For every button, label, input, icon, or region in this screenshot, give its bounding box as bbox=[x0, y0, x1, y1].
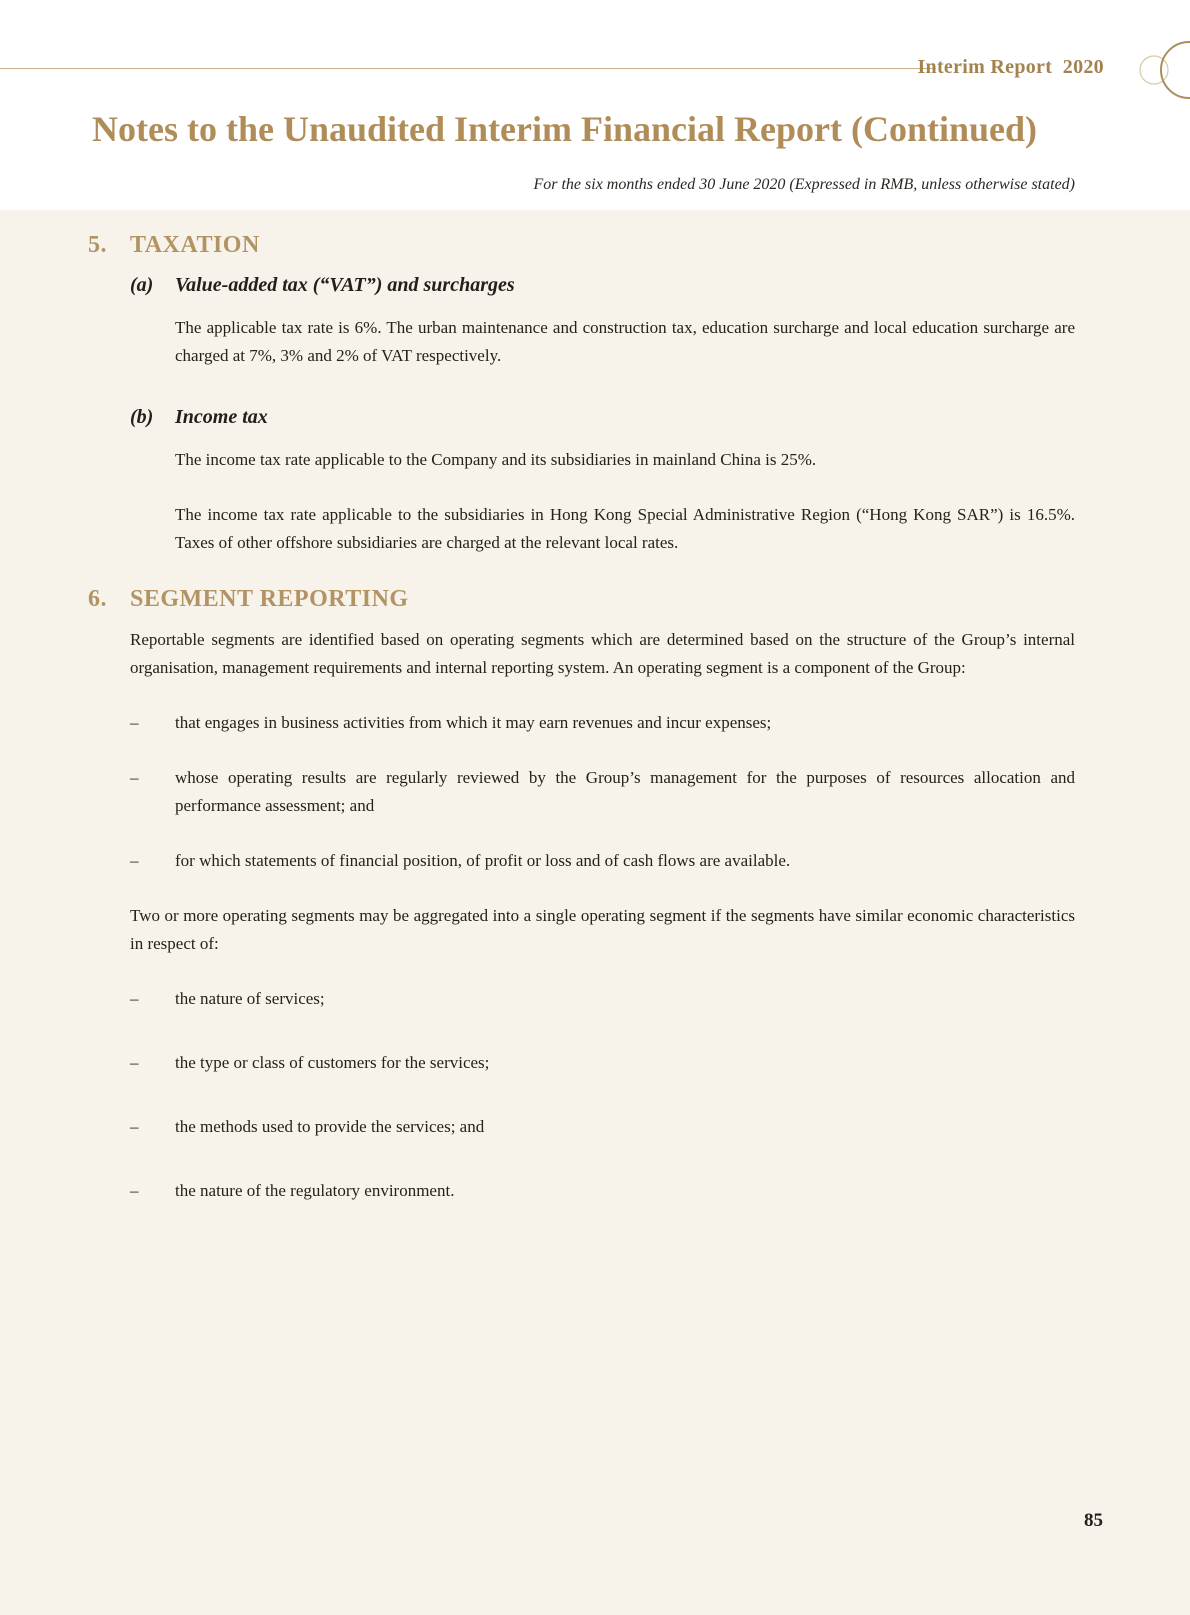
paragraph: Two or more operating segments may be aggregated into a single operating segment if the segments have similar economic characteristics in respect of: bbox=[130, 906, 1075, 953]
bullet-dash: – bbox=[130, 851, 139, 870]
paragraph: Reportable segments are identified based on operating segments which are determined based on the structure of the Group’s internal organisation, management requirements and internal reporting system. An operating segment is a component of the Group: bbox=[130, 630, 1075, 677]
subsection-income-tax bbox=[130, 404, 1075, 584]
page-subtitle: For the six months ended 30 June 2020 (Expressed in RMB, unless otherwise stated) bbox=[533, 176, 1075, 193]
section-title: TAXATION bbox=[130, 232, 260, 258]
section-number: 5. bbox=[88, 232, 107, 258]
bullet-dash: – bbox=[130, 1053, 139, 1072]
bullet-item bbox=[130, 985, 1075, 1013]
page-number: 85 bbox=[1084, 1510, 1103, 1531]
bullet-text: that engages in business activities from which it may earn revenues and incur expenses; bbox=[175, 713, 772, 732]
bullet-text: the nature of services; bbox=[175, 989, 325, 1008]
bullet-text: the nature of the regulatory environment. bbox=[175, 1181, 455, 1200]
bullet-dash: – bbox=[130, 713, 139, 732]
bullet-item bbox=[130, 709, 1075, 737]
subsection-label: (a) bbox=[130, 274, 154, 296]
section-segment-reporting bbox=[88, 584, 1075, 1241]
bullet-text: whose operating results are regularly reviewed by the Group’s management for the purposes of resources allocation and performance assessment; and bbox=[175, 768, 1075, 815]
page-header bbox=[0, 0, 1190, 210]
subsection-title: Income tax bbox=[175, 406, 268, 428]
bullet-dash: – bbox=[130, 1117, 139, 1136]
bullet-item bbox=[130, 847, 1075, 875]
bullet-item bbox=[130, 1177, 1075, 1205]
header-divider bbox=[0, 68, 936, 69]
bullet-item bbox=[130, 764, 1075, 820]
section-taxation bbox=[88, 230, 1075, 584]
paragraph: The income tax rate applicable to the subsidiaries in Hong Kong Special Administrative Region (“Hong Kong SAR”) is 16.5%. Taxes of other offshore subsidiaries are charged at the relevant local rates. bbox=[175, 505, 1075, 552]
section-title: SEGMENT REPORTING bbox=[130, 586, 409, 612]
subsection-label: (b) bbox=[130, 406, 154, 428]
report-edition-label: Interim Report 2020 bbox=[917, 56, 1104, 78]
subsection-title: Value-added tax (“VAT”) and surcharges bbox=[175, 274, 515, 296]
page-title: Notes to the Unaudited Interim Financial Report (Continued) bbox=[92, 109, 1037, 149]
subsection-vat bbox=[130, 272, 1075, 397]
bullet-dash: – bbox=[130, 1181, 139, 1200]
paragraph: The applicable tax rate is 6%. The urban maintenance and construction tax, education surcharge and local education surcharge are charged at 7%, 3% and 2% of VAT respectively. bbox=[175, 318, 1075, 365]
section-content bbox=[130, 230, 1075, 584]
bullet-text: for which statements of financial position, of profit or loss and of cash flows are available. bbox=[175, 851, 791, 870]
decorative-circles-icon bbox=[1085, 28, 1190, 113]
page-body bbox=[0, 210, 1190, 1615]
bullet-text: the type or class of customers for the services; bbox=[175, 1053, 490, 1072]
bullet-text: the methods used to provide the services; and bbox=[175, 1117, 485, 1136]
bullet-dash: – bbox=[130, 989, 139, 1008]
bullet-item bbox=[130, 1049, 1075, 1077]
spacer bbox=[130, 397, 1075, 404]
bullet-item bbox=[130, 1113, 1075, 1141]
subsection-content bbox=[175, 272, 1075, 397]
subsection-content bbox=[175, 404, 1075, 584]
section-content bbox=[130, 584, 1075, 1241]
section-number: 6. bbox=[88, 586, 107, 612]
paragraph: The income tax rate applicable to the Company and its subsidiaries in mainland China is 25%. bbox=[175, 450, 817, 469]
bullet-dash: – bbox=[130, 768, 139, 787]
